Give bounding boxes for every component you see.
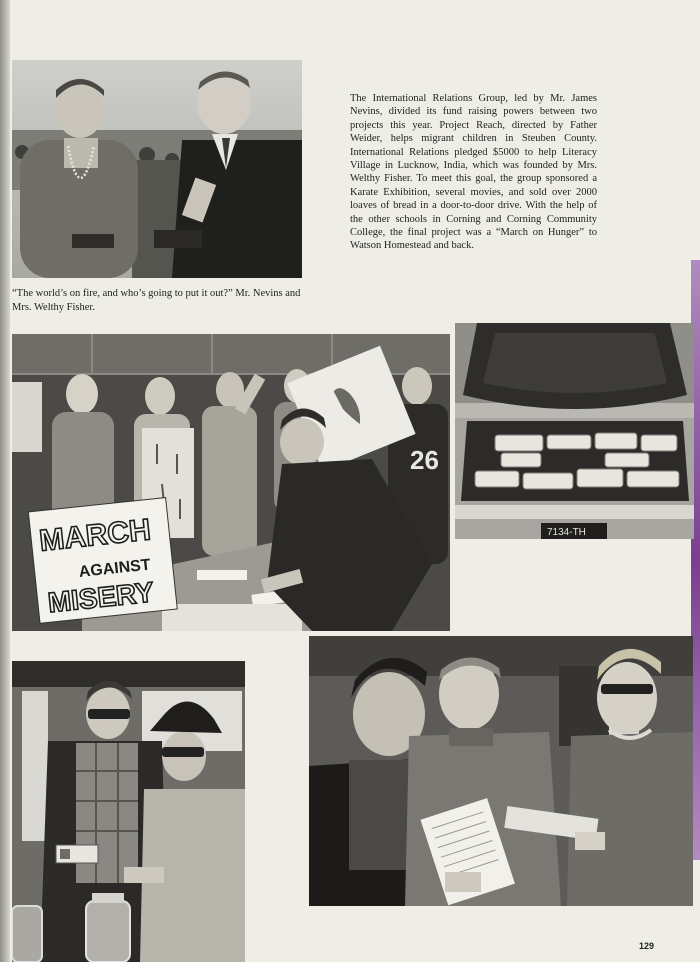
photo-nevins-fisher bbox=[12, 60, 302, 278]
photo-caption: “The world’s on fire, and who’s going to put it out?” Mr. Nevins and Mrs. Welthy Fisher. bbox=[12, 288, 301, 313]
sign-line-against: AGAINST bbox=[78, 556, 152, 581]
sign-line-misery: MISERY bbox=[46, 576, 156, 619]
photo-three-men-papers bbox=[309, 636, 693, 906]
photo-car-trunk-bread bbox=[455, 323, 694, 539]
page-number: 129 bbox=[638, 941, 654, 951]
article-body-text: The International Relations Group, led by Mr. James Nevins, divided its fund raising powers between two projects this year. Project Reach, directed by Father Weider, helps migrant children in Steuben County. International Relations pledged $5000 to help Literacy Village in Lucknow, India, which was founded by Mrs. Welthy Fisher. To meet this goal, the group sponsored a Karate Exhibition, several movies, and sold over 2000 loaves of bread in a door-to-door drive. With the help of the other schools in Corning and Corning Community College, the final project was a “March on Hunger” to Watson Homestead and back. bbox=[350, 93, 597, 252]
page-binding-shadow bbox=[0, 0, 10, 962]
photo-march-against-misery bbox=[12, 334, 450, 631]
license-plate: 7134-TH bbox=[547, 527, 586, 538]
photo-money-collection bbox=[12, 661, 245, 962]
jersey-number: 26 bbox=[410, 445, 439, 475]
sign-line-march: MARCH bbox=[37, 513, 153, 558]
